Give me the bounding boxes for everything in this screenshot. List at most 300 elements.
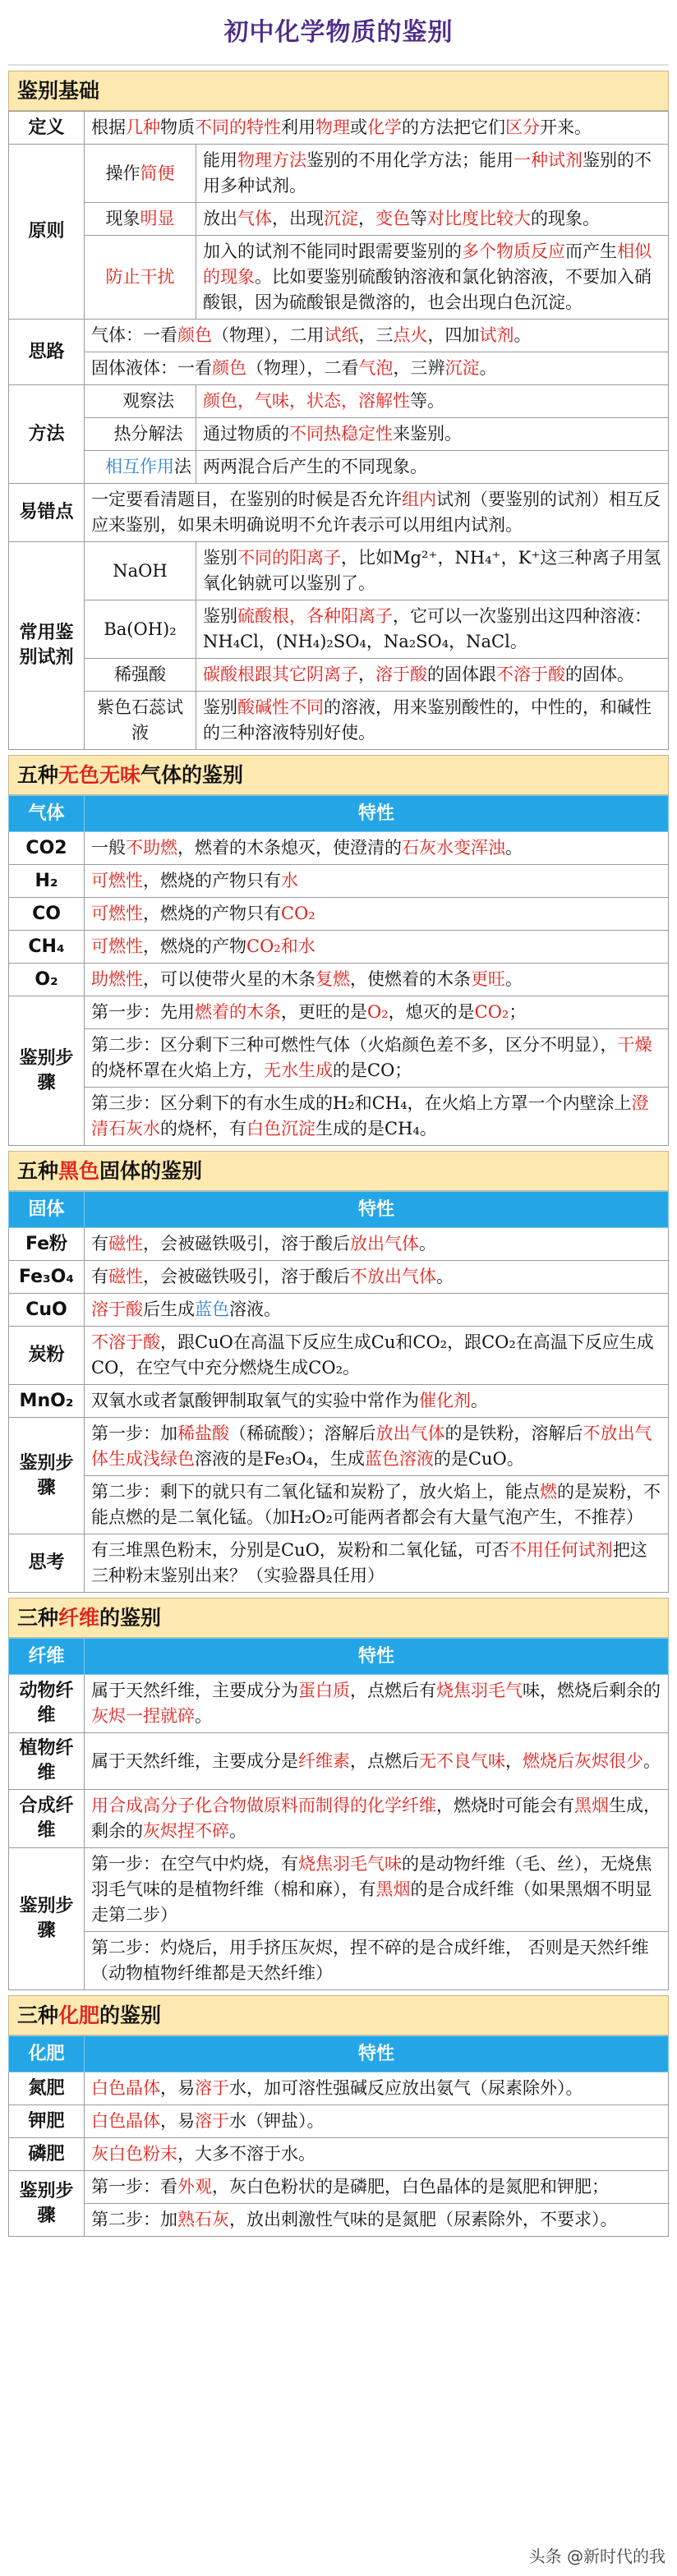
- solid-row-key: Fe粉: [9, 1228, 85, 1261]
- gases-table: [8, 795, 669, 1146]
- text-segment: 水: [281, 871, 298, 890]
- text-segment: ，会被磁铁吸引，溶于酸后: [143, 1267, 350, 1286]
- text-segment: 气体: [237, 209, 272, 228]
- principle-2-text: [196, 203, 669, 236]
- text-segment: 属于天然纤维，主要成分是: [91, 1750, 298, 1771]
- gas-row-key: CH₄: [9, 931, 85, 964]
- text-segment: 不溶于酸: [496, 665, 565, 684]
- gas-row-property: [85, 898, 669, 931]
- fibers-table: [8, 1638, 669, 1990]
- text-segment: 沉淀: [444, 358, 480, 378]
- solid-row-key: 炭粉: [9, 1327, 85, 1385]
- solid-step-1: [85, 1418, 669, 1476]
- text-segment: 通过物质的: [203, 424, 289, 444]
- text-segment: 。: [505, 838, 523, 858]
- text-segment: 三种: [17, 2003, 59, 2027]
- text-segment: 试纸: [324, 325, 359, 345]
- text-segment: 一定要看清题目，在鉴别的时候是否允许: [91, 490, 402, 509]
- text-segment: ，燃烧的产物: [143, 936, 246, 956]
- text-segment: ，跟CuO在高温下反应生成Cu和CO₂，跟CO₂在高温下反应生成CO，在空气中充分燃烧生成CO₂。: [91, 1332, 654, 1378]
- text-segment: 能用: [203, 150, 237, 170]
- text-segment: 水，加可溶性强碱反应放出氨气（尿素除外）。: [229, 2078, 583, 2098]
- text-segment: 干燥: [617, 1035, 652, 1055]
- fertilizer-row-key: 氮肥: [9, 2072, 85, 2105]
- solid-row-property: [85, 1294, 669, 1327]
- text-segment: 颜色，气味，状态，溶解性: [203, 391, 410, 411]
- text-segment: 点火: [393, 325, 428, 345]
- solid-row-property: [85, 1327, 669, 1385]
- section-fertilizers-header: [8, 1995, 669, 2036]
- solid-row-property: [85, 1261, 669, 1294]
- approach-solid-liquid: [85, 352, 669, 385]
- text-segment: ，可以使带火星的木条: [143, 969, 315, 989]
- text-segment: 熟石灰: [177, 2210, 229, 2229]
- text-segment: 的是CO；: [333, 1060, 412, 1080]
- text-segment: ，熄灭的是: [388, 1002, 475, 1022]
- fiber-row-property: [85, 1790, 669, 1848]
- solid-row-property: [85, 1228, 669, 1261]
- text-segment: 后生成: [143, 1300, 195, 1319]
- text-segment: 物理方法: [237, 150, 306, 170]
- text-segment: 的鉴别: [99, 2003, 162, 2027]
- fertilizer-row: [9, 2072, 669, 2105]
- text-segment: 白色晶体: [91, 2111, 160, 2131]
- text-segment: 。: [505, 969, 523, 989]
- gas-row-property: [85, 865, 669, 898]
- text-segment: 烧焦羽毛气味: [298, 1854, 402, 1874]
- text-segment: （稀硫酸）；溶解后: [229, 1424, 376, 1443]
- text-segment: 的是铁粉，溶解后: [444, 1424, 583, 1443]
- gas-steps-label: 鉴别步骤: [9, 996, 85, 1146]
- fertilizer-row-property: [85, 2105, 669, 2138]
- method-3-name: [85, 451, 196, 484]
- fert-col-2: 特性: [85, 2036, 669, 2072]
- solid-row: [9, 1261, 669, 1294]
- text-segment: NaOH: [113, 560, 168, 581]
- gas-row-key: O₂: [9, 964, 85, 996]
- fiber-row-key: 动物纤维: [9, 1675, 85, 1733]
- text-segment: 试剂（要鉴别的试剂）相互反应来鉴别，如果未明确说明不允许表示可以用组内试剂。: [91, 490, 661, 535]
- text-segment: 灰烬捏不碎: [143, 1821, 229, 1841]
- gas-step-1: [85, 996, 669, 1029]
- text-segment: 。: [195, 1706, 212, 1726]
- reagent-4-name: [85, 692, 196, 750]
- text-segment: 等: [410, 209, 427, 228]
- fibers-col-2: 特性: [85, 1639, 669, 1675]
- text-segment: 第二步：加: [91, 2210, 177, 2229]
- reagents-label: 常用鉴别试剂: [9, 542, 85, 750]
- text-segment: 的是动物纤维（毛、丝），无烧焦羽毛气味的是植物纤维（棉和麻），有: [91, 1854, 652, 1899]
- text-segment: 硫酸根，各种阳离子: [237, 606, 393, 626]
- text-segment: 无不良气味: [419, 1750, 505, 1771]
- basics-table: [8, 111, 669, 750]
- reagent-4-text: [196, 692, 669, 750]
- section-black-solids-header: [8, 1151, 669, 1191]
- text-segment: 有: [91, 1234, 108, 1254]
- text-segment: 的固体。: [565, 665, 634, 684]
- text-segment: 利用: [281, 117, 315, 137]
- text-segment: 不放出气体生成浅绿色: [91, 1424, 652, 1469]
- text-segment: ，放出刺激性气味的是氮肥（尿素除外，不要求）。: [229, 2210, 618, 2229]
- fertilizer-row-property: [85, 2138, 669, 2171]
- method-3-text: [196, 451, 669, 484]
- reagent-2-text: [196, 600, 669, 659]
- text-segment: 热分解法: [113, 424, 183, 444]
- page-title: 初中化学物质的鉴别: [223, 17, 454, 47]
- method-2-name: [85, 418, 196, 451]
- black-solids-table: [8, 1191, 669, 1593]
- text-segment: CO₂: [281, 904, 315, 923]
- gas-row-property: [85, 832, 669, 865]
- solid-row: [9, 1385, 669, 1418]
- text-segment: （物理），二用: [212, 325, 325, 345]
- text-segment: 的鉴别: [99, 1606, 162, 1630]
- fertilizer-row-key: 钾肥: [9, 2105, 85, 2138]
- text-segment: 催化剂: [419, 1391, 471, 1410]
- solid-row-key: MnO₂: [9, 1385, 85, 1418]
- text-segment: 稀盐酸: [177, 1424, 229, 1443]
- gas-row: [9, 931, 669, 964]
- solid-row-key: Fe₃O₄: [9, 1261, 85, 1294]
- text-segment: 固体的鉴别: [99, 1159, 203, 1183]
- gases-col-1: 气体: [9, 796, 85, 832]
- text-segment: Ba(OH)₂: [104, 619, 177, 639]
- text-segment: 紫色石蕊试液: [97, 697, 183, 743]
- text-segment: 颜色: [177, 325, 212, 345]
- reagent-1-text: [196, 542, 669, 600]
- text-segment: 黑烟: [375, 1879, 411, 1899]
- fert-step-1: [85, 2171, 669, 2204]
- section-gases-header: [8, 755, 669, 795]
- text-segment: 第二步：灼烧后，用手挤压灰烬，捏不碎的是合成纤维， 否则是天然纤维（动物植物纤维都是天然纤维）: [91, 1938, 649, 1983]
- text-segment: （物理），二看: [246, 358, 359, 378]
- text-segment: 。: [229, 1821, 246, 1841]
- text-segment: ，灰白色粉状的是磷肥，白色晶体的是氮肥和钾肥；: [212, 2177, 609, 2196]
- text-segment: 不同的阳离子: [237, 548, 341, 568]
- gas-row-key: CO: [9, 898, 85, 931]
- text-segment: 蓝色溶液: [364, 1449, 434, 1469]
- text-segment: ，比如Mg²⁺，NH₄⁺，K⁺这三种离子用氢氧化钠就可以鉴别了。: [203, 548, 661, 593]
- principle-label: 原则: [9, 145, 85, 320]
- text-segment: 无水生成: [264, 1060, 333, 1080]
- text-segment: 无色无味: [58, 763, 141, 787]
- text-segment: 蛋白质: [298, 1681, 350, 1700]
- text-segment: 相互作用: [105, 457, 174, 476]
- text-segment: ，三辨: [393, 358, 445, 378]
- text-segment: 不同热稳定性: [289, 424, 393, 444]
- text-segment: 现象: [105, 209, 140, 228]
- title-bar: [8, 0, 669, 66]
- text-segment: 碳酸根跟其它阴离子: [203, 665, 358, 684]
- think-text: [85, 1534, 669, 1593]
- fertilizer-row-property: [85, 2072, 669, 2105]
- solid-step-2: [85, 1476, 669, 1534]
- text-segment: 。: [643, 1750, 661, 1771]
- text-segment: 第一步：加: [91, 1424, 177, 1443]
- solids-col-1: 固体: [9, 1192, 85, 1228]
- solid-row-property: [85, 1385, 669, 1418]
- text-segment: 加入的试剂不能同时跟需要鉴别的: [203, 242, 462, 261]
- text-segment: 多个物质反应: [462, 242, 565, 261]
- text-segment: 燃着的木条: [195, 1002, 281, 1022]
- text-segment: 放出: [203, 209, 237, 228]
- text-segment: 固体液体：一看: [91, 358, 212, 378]
- text-segment: O₂: [367, 1002, 389, 1022]
- text-segment: ，出现: [272, 209, 324, 228]
- text-segment: 的是炭粉，不能点燃的是二氧化锰。（加H₂O₂可能两者都会有大量气泡产生，不推荐）: [91, 1482, 661, 1527]
- reagent-1-name: [85, 542, 196, 600]
- text-segment: 灰烬一捏就碎: [91, 1706, 195, 1726]
- text-segment: ，它可以一次鉴别出这四种溶液：NH₄Cl，(NH₄)₂SO₄，Na₂SO₄，NaCl。: [203, 606, 652, 651]
- text-segment: 鉴别: [203, 548, 237, 568]
- text-segment: 磁性: [108, 1267, 143, 1286]
- text-segment: 简便: [140, 163, 175, 183]
- text-segment: 试剂: [479, 325, 514, 345]
- solid-row-key: CuO: [9, 1294, 85, 1327]
- fert-step-2: [85, 2204, 669, 2237]
- text-segment: 溶于: [195, 2078, 229, 2098]
- text-segment: 。: [479, 358, 497, 378]
- text-segment: ，易: [160, 2111, 195, 2131]
- text-segment: 开来。: [540, 117, 592, 137]
- principle-2-name: [85, 203, 196, 236]
- section-fibers-header: [8, 1598, 669, 1638]
- text-segment: 放出气体: [350, 1234, 419, 1254]
- text-segment: 第一步：在空气中灼烧，有: [91, 1854, 298, 1874]
- principle-1-name: [85, 145, 196, 203]
- principle-3-name: [85, 236, 196, 320]
- text-segment: 放出气体: [375, 1424, 445, 1443]
- text-segment: 第一步：先用: [91, 1002, 195, 1022]
- text-segment: 燃: [540, 1482, 557, 1502]
- text-segment: 把这三种粉末鉴别出来？（实验器具任用）: [91, 1540, 647, 1585]
- text-segment: 化学: [367, 117, 402, 137]
- text-segment: 水（钾盐）。: [229, 2111, 325, 2131]
- solid-row: [9, 1294, 669, 1327]
- reagent-3-name: [85, 659, 196, 692]
- definition-label: 定义: [9, 112, 85, 145]
- text-segment: 有三堆黑色粉末，分别是CuO，炭粉和二氧化锰，可否: [91, 1540, 509, 1560]
- solid-row: [9, 1327, 669, 1385]
- text-segment: 明显: [140, 209, 175, 228]
- text-segment: 物质: [160, 117, 195, 137]
- text-segment: 不助燃: [126, 838, 177, 858]
- text-segment: 气体：一看: [91, 325, 177, 345]
- gas-row-property: [85, 931, 669, 964]
- text-segment: ，燃烧的产物只有: [143, 871, 281, 890]
- fiber-row: [9, 1733, 669, 1790]
- text-segment: ，会被磁铁吸引，溶于酸后: [143, 1234, 350, 1254]
- text-segment: 用合成高分子化合物做原料而制得的化学纤维: [91, 1796, 436, 1815]
- text-segment: 或: [350, 117, 367, 137]
- text-segment: 灰白色粉末: [91, 2144, 177, 2164]
- text-segment: 双氧水或者氯酸钾制取氧气的实验中常作为: [91, 1391, 419, 1410]
- text-segment: 可燃性: [91, 904, 143, 923]
- text-segment: 的溶液，用来鉴别酸性的，中性的，和碱性的三种溶液特别好使。: [203, 697, 652, 743]
- text-segment: 。: [436, 1267, 454, 1286]
- text-segment: 几种: [126, 117, 160, 137]
- text-segment: 第二步：剩下的就只有二氧化锰和炭粉了，放火焰上，能点: [91, 1482, 540, 1502]
- gas-row-key: H₂: [9, 865, 85, 898]
- text-segment: 不用任何试剂: [509, 1540, 613, 1560]
- solids-col-2: 特性: [85, 1192, 669, 1228]
- text-segment: 更旺: [471, 969, 505, 989]
- fiber-row-property: [85, 1675, 669, 1733]
- text-segment: 操作: [105, 163, 140, 183]
- text-segment: 而产生: [565, 242, 617, 261]
- text-segment: 酸碱性不同: [237, 697, 324, 717]
- fiber-row-key: 植物纤维: [9, 1733, 85, 1790]
- text-segment: 磁性: [108, 1234, 143, 1254]
- text-segment: 来鉴别。: [393, 424, 462, 444]
- method-1-text: [196, 385, 669, 418]
- text-segment: 黑烟: [574, 1796, 609, 1815]
- approach-gas: [85, 320, 669, 352]
- text-segment: 石灰水变浑浊: [402, 838, 505, 858]
- text-segment: 的现象。: [531, 209, 600, 228]
- gas-step-2: [85, 1029, 669, 1088]
- text-segment: ；: [509, 1002, 527, 1022]
- text-segment: 助燃性: [91, 969, 143, 989]
- text-segment: 不溶于酸: [91, 1332, 160, 1352]
- text-segment: 。: [471, 1391, 488, 1410]
- watermark-author: @新时代的我: [567, 2546, 665, 2566]
- text-segment: 气泡: [358, 358, 394, 378]
- method-1-name: [85, 385, 196, 418]
- text-segment: 五种: [17, 1159, 59, 1183]
- definition-text: [85, 112, 669, 145]
- text-segment: 法: [174, 457, 191, 476]
- text-segment: 第三步：区分剩下的有水生成的H₂和CH₄，在火焰上方罩一个内壁涂上: [91, 1093, 632, 1113]
- text-segment: 。: [419, 1234, 436, 1254]
- gas-row: [9, 964, 669, 996]
- gas-row: [9, 898, 669, 931]
- section-basics-title: 鉴别基础: [17, 79, 100, 103]
- fiber-row-key: 合成纤维: [9, 1790, 85, 1848]
- text-segment: 气体的鉴别: [140, 763, 244, 787]
- text-segment: 的烧杯，有: [160, 1119, 246, 1138]
- gas-row-property: [85, 964, 669, 996]
- text-segment: 一般: [91, 838, 126, 858]
- text-segment: 溶于: [195, 2111, 229, 2131]
- text-segment: ，三: [358, 325, 394, 345]
- fiber-row-property: [85, 1733, 669, 1790]
- section-basics-header: [8, 71, 669, 111]
- text-segment: ，: [358, 665, 375, 684]
- text-segment: 稀强酸: [114, 665, 166, 684]
- text-segment: 等。: [410, 391, 444, 411]
- text-segment: 白色晶体: [91, 2078, 160, 2098]
- text-segment: 一种试剂: [514, 150, 583, 170]
- text-segment: 烧焦羽毛气: [436, 1681, 523, 1700]
- text-segment: ，点燃后有: [350, 1681, 436, 1700]
- text-segment: 的是CuO。: [433, 1449, 524, 1469]
- text-segment: 溶液的是Fe₃O₄，生成: [195, 1449, 365, 1469]
- text-segment: 三种: [17, 1606, 59, 1630]
- text-segment: ，: [505, 1750, 523, 1771]
- text-segment: 可燃性: [91, 936, 143, 956]
- text-segment: 两两混合后产生的不同现象。: [203, 457, 427, 476]
- text-segment: 有: [91, 1267, 108, 1286]
- method-2-text: [196, 418, 669, 451]
- fertilizer-row: [9, 2105, 669, 2138]
- text-segment: 化肥: [58, 2003, 100, 2027]
- gas-row-key: CO2: [9, 832, 85, 865]
- fert-steps-label: 鉴别步骤: [9, 2171, 85, 2237]
- fiber-steps-label: 鉴别步骤: [9, 1848, 85, 1990]
- fibers-col-1: 纤维: [9, 1639, 85, 1675]
- text-segment: 生成的是CH₄。: [315, 1119, 437, 1138]
- text-segment: 鉴别的不用多种试剂。: [203, 150, 652, 196]
- text-segment: 黑色: [58, 1159, 100, 1183]
- watermark-prefix: 头条: [528, 2546, 567, 2566]
- text-segment: 的固体跟: [427, 665, 496, 684]
- text-segment: 鉴别的不用化学方法；能用: [306, 150, 514, 170]
- watermark: [529, 2544, 665, 2569]
- text-segment: 外观: [177, 2177, 212, 2196]
- text-segment: 第一步：看: [91, 2177, 177, 2196]
- text-segment: 五种: [17, 763, 59, 787]
- principle-3-text: [196, 236, 669, 320]
- text-segment: 防止干扰: [105, 267, 175, 287]
- fiber-row: [9, 1790, 669, 1848]
- approach-label: 思路: [9, 320, 85, 385]
- think-label: 思考: [9, 1534, 85, 1593]
- pitfall-label: 易错点: [9, 484, 85, 542]
- reagent-3-text: [196, 659, 669, 692]
- text-segment: 属于天然纤维，主要成分为: [91, 1681, 298, 1700]
- text-segment: ，点燃后: [350, 1750, 419, 1771]
- text-segment: CO₂: [474, 1002, 509, 1022]
- gas-row: [9, 832, 669, 865]
- text-segment: ，燃烧时可能会有: [436, 1796, 574, 1815]
- text-segment: 溶液。: [229, 1300, 281, 1319]
- fertilizer-row-key: 磷肥: [9, 2138, 85, 2171]
- text-segment: 变色: [375, 209, 410, 228]
- text-segment: 根据: [91, 117, 126, 137]
- text-segment: ，燃着的木条熄灭，使澄清的: [177, 838, 402, 858]
- gas-row: [9, 865, 669, 898]
- text-segment: 第二步：区分剩下三种可燃性气体（火焰颜色差不多，区分不明显），: [91, 1035, 618, 1055]
- fertilizers-table: [8, 2036, 669, 2237]
- text-segment: 可燃性: [91, 871, 143, 890]
- text-segment: 观察法: [122, 391, 174, 411]
- text-segment: 澄清石灰水: [91, 1093, 649, 1138]
- text-segment: 。: [514, 325, 532, 345]
- fiber-row: [9, 1675, 669, 1733]
- text-segment: 蓝色: [195, 1300, 229, 1319]
- text-segment: 的是合成纤维（如果黑烟不明显走第二步）: [91, 1879, 652, 1925]
- text-segment: 不同的特性: [195, 117, 281, 137]
- fert-col-1: 化肥: [9, 2036, 85, 2072]
- solid-steps-label: 鉴别步骤: [9, 1418, 85, 1534]
- text-segment: 不放出气体: [350, 1267, 436, 1286]
- page: [8, 0, 669, 2237]
- text-segment: 生成，剩余的: [91, 1796, 661, 1841]
- text-segment: 纤维素: [298, 1750, 350, 1771]
- text-segment: 沉淀: [324, 209, 358, 228]
- text-segment: 区分: [505, 117, 540, 137]
- text-segment: ，燃烧的产物只有: [143, 904, 281, 923]
- fiber-step-1: [85, 1848, 669, 1932]
- text-segment: 纤维: [58, 1606, 100, 1630]
- text-segment: 组内: [402, 490, 436, 509]
- gases-col-2: 特性: [85, 796, 669, 832]
- text-segment: ，更旺的是: [281, 1002, 367, 1022]
- text-segment: 相似的现象: [203, 242, 652, 287]
- text-segment: ，: [358, 209, 375, 228]
- text-segment: 燃烧后灰烬很少: [523, 1750, 643, 1771]
